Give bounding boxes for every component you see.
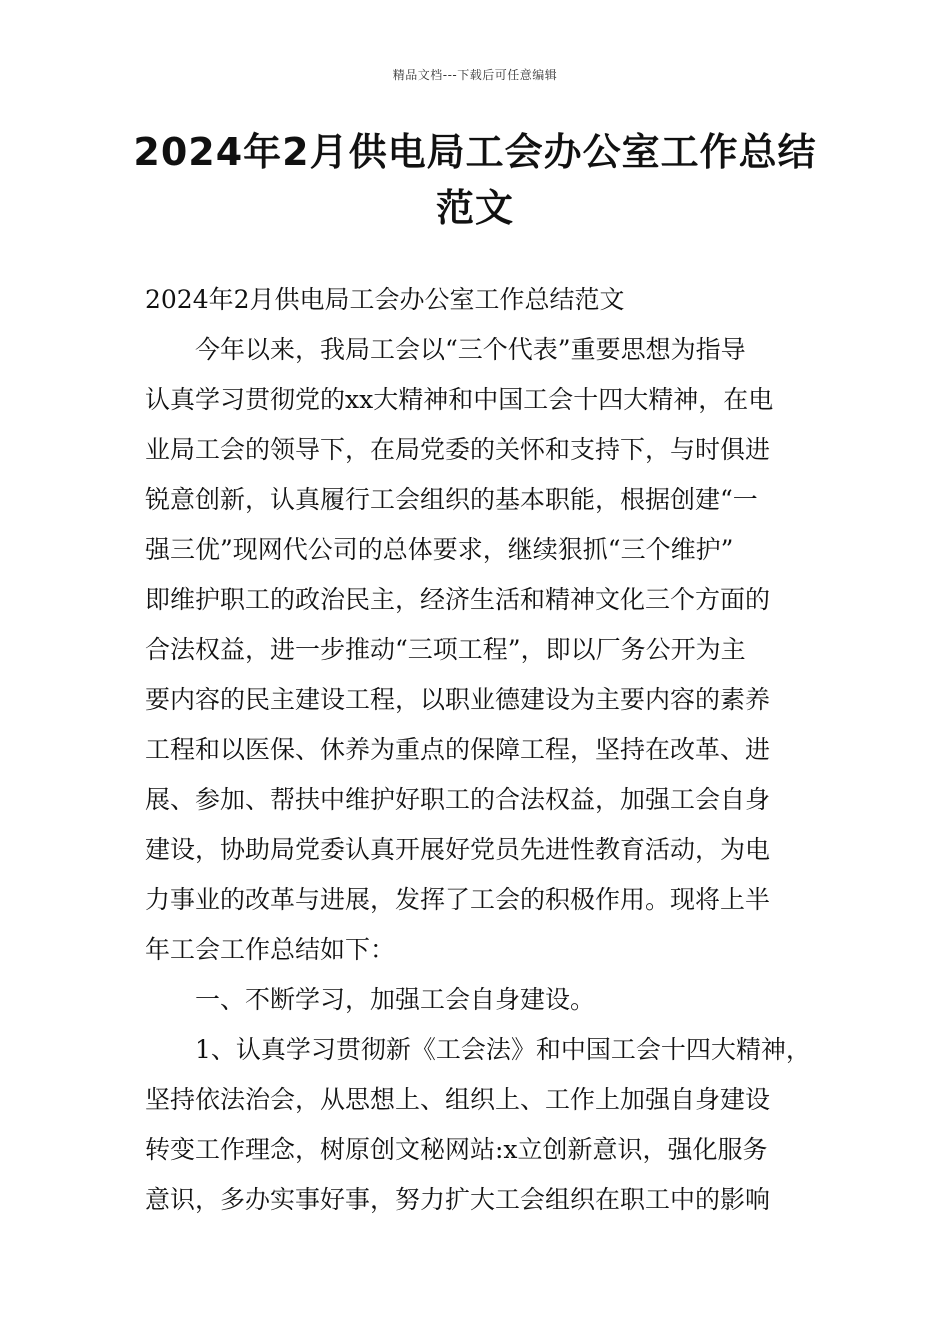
title-line: 2024年2月供电局工会办公室工作总结 — [133, 130, 817, 174]
body-line: 年工会工作总结如下： — [145, 935, 396, 964]
body-line: 转变工作理念，树原创文秘网站:x立创新意识，强化服务 — [145, 1135, 768, 1164]
body-line: 强三优”现网代公司的总体要求，继续狠抓“三个维护” — [145, 535, 734, 564]
body-line: 今年以来，我局工会以“三个代表”重要思想为指导 — [195, 335, 746, 364]
body-line: 1、认真学习贯彻新《工会法》和中国工会十四大精神， — [195, 1035, 811, 1064]
title-line: 范文 — [435, 186, 514, 230]
document-body — [145, 275, 810, 1225]
body-line: 认真学习贯彻党的xx大精神和中国工会十四大精神，在电 — [145, 385, 774, 414]
body-line: 一、不断学习，加强工会自身建设。 — [195, 985, 596, 1014]
body-line: 意识，多办实事好事，努力扩大工会组织在职工中的影响 — [145, 1185, 771, 1214]
body-line: 2024年2月供电局工会办公室工作总结范文 — [145, 285, 625, 314]
document-title — [120, 124, 830, 236]
body-line: 坚持依法治会，从思想上、组织上、工作上加强自身建设 — [145, 1085, 771, 1114]
body-line: 工程和以医保、休养为重点的保障工程，坚持在改革、进 — [145, 735, 771, 764]
body-line: 锐意创新，认真履行工会组织的基本职能，根据创建“一 — [145, 485, 758, 514]
body-line: 即维护职工的政治民主，经济生活和精神文化三个方面的 — [145, 585, 771, 614]
body-line: 展、参加、帮扶中维护好职工的合法权益，加强工会自身 — [145, 785, 771, 814]
body-line: 力事业的改革与进展，发挥了工会的积极作用。现将上半 — [145, 885, 771, 914]
body-line: 业局工会的领导下，在局党委的关怀和支持下，与时俱进 — [145, 435, 771, 464]
body-line: 合法权益，进一步推动“三项工程”，即以厂务公开为主 — [145, 635, 746, 664]
header-note: 精品文档---下载后可任意编辑 — [392, 68, 558, 82]
body-line: 建设，协助局党委认真开展好党员先进性教育活动，为电 — [145, 835, 771, 864]
body-line: 要内容的民主建设工程，以职业德建设为主要内容的素养 — [145, 685, 771, 714]
